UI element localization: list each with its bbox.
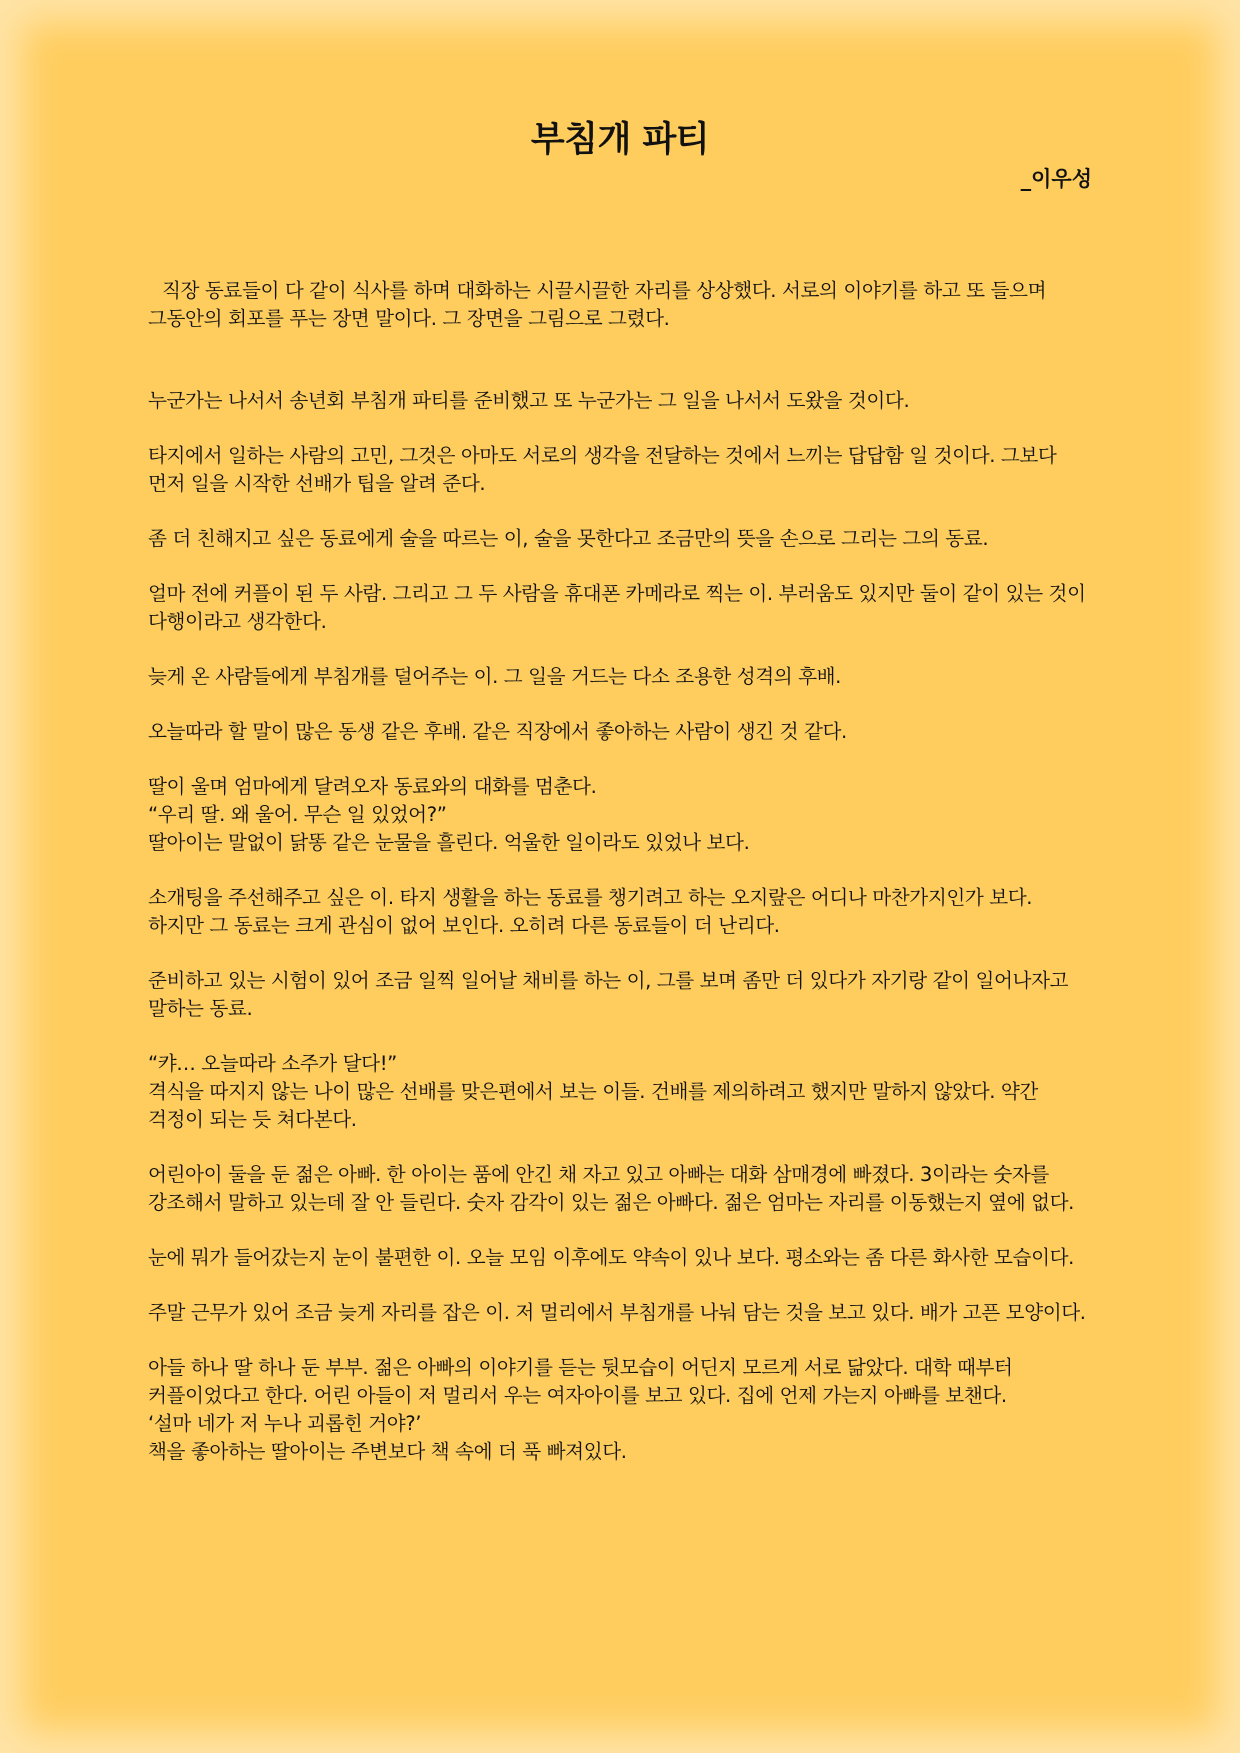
paragraph: 준비하고 있는 시험이 있어 조금 일찍 일어날 채비를 하는 이, 그를 보며 좀만 더 있다가 자기랑 같이 일어나자고 말하는 동료.: [148, 969, 1069, 1020]
paragraph: 주말 근무가 있어 조금 늦게 자리를 잡은 이. 저 멀리에서 부침개를 나눠 담는 것을 보고 있다. 배가 고픈 모양이다.: [148, 1301, 1086, 1324]
soju-paragraph: [148, 1050, 1092, 1134]
intro-paragraph: 직장 동료들이 다 같이 식사를 하며 대화하는 시끌시끌한 자리를 상상했다. 서로의 이야기를 하고 또 들으며 그동안의 회포를 푸는 장면 말이다. 그 장면을 그림으로 그렸다.: [148, 279, 1047, 330]
paragraph-line: 딸아이는 말없이 닭똥 같은 눈물을 흘린다. 억울한 일이라도 있었나 보다.: [148, 831, 750, 854]
paragraph: 오늘따라 할 말이 많은 동생 같은 후배. 같은 직장에서 좋아하는 사람이 생긴 것 같다.: [148, 720, 847, 743]
paragraph: 타지에서 일하는 사람의 고민, 그것은 아마도 서로의 생각을 전달하는 것에서 느끼는 답답함 일 것이다. 그보다 먼저 일을 시작한 선배가 팁을 알려 준다.: [148, 444, 1057, 495]
quote-line: “우리 딸. 왜 울어. 무슨 일 있었어?”: [148, 803, 447, 826]
paragraph: 늦게 온 사람들에게 부침개를 덜어주는 이. 그 일을 거드는 다소 조용한 성격의 후배.: [148, 665, 842, 688]
paragraph: 얼마 전에 커플이 된 두 사람. 그리고 그 두 사람을 휴대폰 카메라로 찍는 이. 부러움도 있지만 둘이 같이 있는 것이 다행이라고 생각한다.: [148, 582, 1086, 633]
quote-line: “캬… 오늘따라 소주가 달다!”: [148, 1052, 397, 1075]
quote-line: ‘설마 네가 저 누나 괴롭힌 거야?’: [148, 1412, 422, 1435]
daughter-paragraph: [148, 773, 1092, 857]
paragraph: 소개팅을 주선해주고 싶은 이. 타지 생활을 하는 동료를 챙기려고 하는 오지랖은 어디나 마찬가지인가 보다. 하지만 그 동료는 크게 관심이 없어 보인다. 오히려 다른 동료들이 더 난리다.: [148, 886, 1033, 937]
document-body: [148, 277, 1092, 1466]
paragraph-line: 딸이 울며 엄마에게 달려오자 동료와의 대화를 멈춘다.: [148, 775, 597, 798]
document-content: [148, 115, 1092, 1493]
paragraph: 어린아이 둘을 둔 젊은 아빠. 한 아이는 품에 안긴 채 자고 있고 아빠는 대화 삼매경에 빠졌다. 3이라는 숫자를 강조해서 말하고 있는데 잘 안 들린다. 숫자 감각이 있는 젊은 아빠다. 젊은 엄마는 자리를 이동했는지 옆에 없다.: [148, 1163, 1074, 1214]
document-author: _이우성: [1020, 167, 1092, 191]
paragraph-line: 책을 좋아하는 딸아이는 주변보다 책 속에 더 푹 빠져있다.: [148, 1440, 627, 1463]
paragraph: 눈에 뭐가 들어갔는지 눈이 불편한 이. 오늘 모임 이후에도 약속이 있나 보다. 평소와는 좀 다른 화사한 모습이다.: [148, 1246, 1074, 1269]
paragraph: 좀 더 친해지고 싶은 동료에게 술을 따르는 이, 술을 못한다고 조금만의 뜻을 손으로 그리는 그의 동료.: [148, 527, 989, 550]
paragraph-line: 격식을 따지지 않는 나이 많은 선배를 맞은편에서 보는 이들. 건배를 제의하려고 했지만 말하지 않았다. 약간 걱정이 되는 듯 쳐다본다.: [148, 1080, 1038, 1131]
document-title: 부침개 파티: [530, 120, 710, 160]
paragraph-line: 아들 하나 딸 하나 둔 부부. 젊은 아빠의 이야기를 듣는 뒷모습이 어딘지 모르게 서로 닮았다. 대학 때부터 커플이었다고 한다. 어린 아들이 저 멀리서 우는 여자아이를 보고 있다. 집에 언제 가는지 아빠를 보챈다.: [148, 1356, 1013, 1407]
paragraph: 누군가는 나서서 송년회 부침개 파티를 준비했고 또 누군가는 그 일을 나서서 도왔을 것이다.: [148, 389, 910, 412]
family-paragraph: [148, 1354, 1092, 1466]
